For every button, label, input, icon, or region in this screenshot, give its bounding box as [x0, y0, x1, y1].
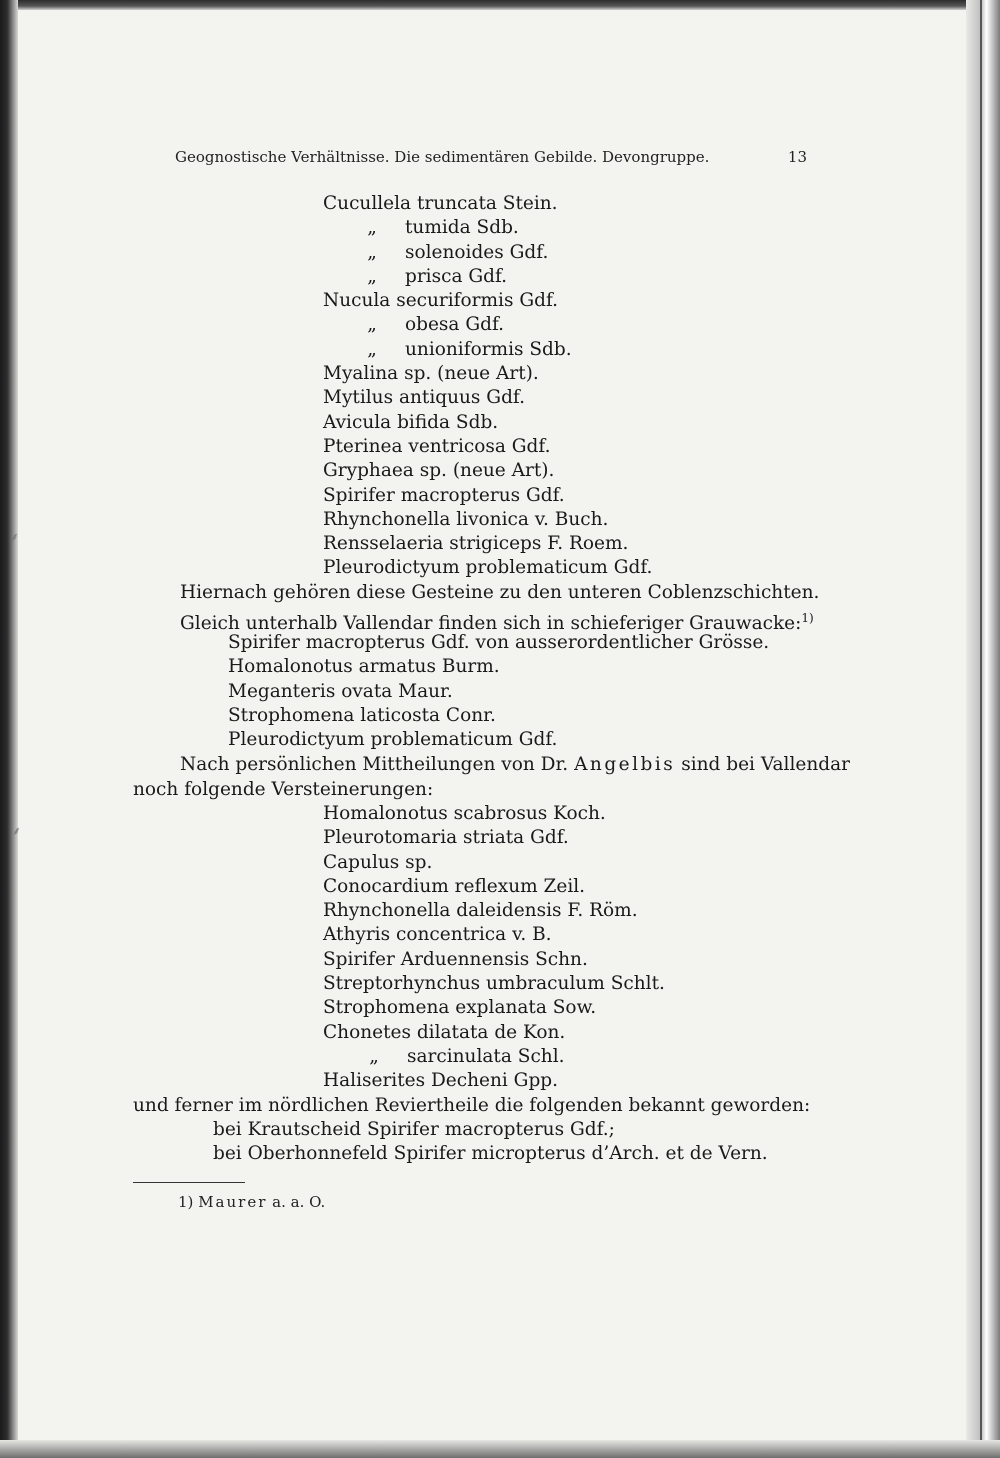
list-item: Pleurodictyum problematicum Gdf.	[228, 729, 558, 751]
list-item-text: Rensselaeria strigiceps F. Roem.	[323, 533, 629, 555]
list-item	[323, 362, 652, 386]
ditto-mark: „	[367, 265, 377, 287]
list-item-text: obesa Gdf.	[405, 314, 505, 336]
list-item-text: sarcinulata Schl.	[407, 1045, 565, 1067]
list-item	[323, 972, 665, 996]
paragraph-text: Gleich unterhalb Vallendar finden sich in schieferiger Grauwacke:	[180, 613, 802, 634]
list-item: bei Oberhonnefeld Spirifer micropterus d’Arch. et de Vern.	[213, 1143, 768, 1165]
list-item	[323, 192, 652, 216]
list-item-text: Cucullela truncata Stein.	[323, 193, 558, 214]
running-title: Geognostische Verhältnisse. Die sedimentären Gebilde. Devongruppe.	[175, 148, 710, 166]
list-item-text: Conocardium reflexum Zeil.	[323, 875, 586, 897]
list-item	[323, 338, 652, 362]
ditto-mark: „	[367, 217, 377, 239]
list-item	[323, 411, 652, 435]
ditto-mark: „	[369, 1045, 379, 1067]
paragraph-text: Nach persönlichen Mittheilungen von Dr.	[180, 754, 569, 775]
scan-right-edge	[966, 0, 1000, 1458]
list-item	[323, 802, 665, 826]
footnote-marker: 1)	[178, 1193, 194, 1211]
list-item-text: prisca Gdf.	[405, 265, 508, 287]
list-item	[323, 313, 652, 337]
list-item	[323, 851, 665, 875]
list-item-text: Homalonotus scabrosus Koch.	[323, 803, 606, 824]
list-item-text: Pterinea ventricosa Gdf.	[323, 435, 551, 457]
margin-mark: ⸙	[12, 824, 22, 838]
list-item: Homalonotus armatus Burm.	[228, 656, 500, 678]
list-item	[323, 435, 652, 459]
list-item-text: Rhynchonella livonica v. Buch.	[323, 508, 609, 530]
list-item	[323, 484, 652, 508]
list-item	[323, 532, 652, 556]
list-item-text: Myalina sp. (neue Art).	[323, 363, 539, 385]
list-item	[323, 265, 652, 289]
list-item	[323, 1045, 665, 1069]
list-item-text: solenoides Gdf.	[405, 241, 549, 263]
species-list-3	[323, 802, 665, 1094]
footnote-author: Maurer	[198, 1193, 268, 1211]
list-item-text: Avicula bifida Sdb.	[323, 411, 499, 433]
margin-mark: ⸙	[10, 530, 20, 544]
list-item-text: Haliserites Decheni Gpp.	[323, 1070, 559, 1092]
list-item-text: Pleurodictyum problematicum Gdf.	[323, 557, 653, 579]
paragraph: und ferner im nördlichen Reviertheile die folgenden bekannt geworden:	[133, 1095, 811, 1116]
footnote	[178, 1193, 325, 1211]
list-item-text: Spirifer macropterus Gdf.	[323, 484, 565, 506]
footnote-rule	[133, 1182, 245, 1183]
species-list-2	[228, 631, 769, 752]
list-item	[323, 459, 652, 483]
list-item	[323, 556, 652, 580]
paragraph: Hiernach gehören diese Gesteine zu den unteren Coblenzschichten.	[180, 582, 820, 603]
list-item	[323, 899, 665, 923]
scan-top-edge	[0, 0, 1000, 10]
list-item-text: tumida Sdb.	[405, 217, 519, 239]
ditto-mark: „	[367, 314, 377, 336]
page-number: 13	[787, 148, 807, 166]
list-item-text: Capulus sp.	[323, 851, 433, 873]
list-item	[323, 1021, 665, 1045]
list-item-text: Rhynchonella daleidensis F. Röm.	[323, 900, 638, 922]
list-item-text: Nucula securiformis Gdf.	[323, 290, 559, 312]
species-list-1	[323, 192, 652, 581]
ditto-mark: „	[367, 338, 377, 360]
person-name: Angelbis	[574, 754, 676, 775]
list-item-text: Strophomena explanata Sow.	[323, 997, 597, 1019]
list-item	[323, 1069, 665, 1093]
list-item-text: unioniformis Sdb.	[405, 338, 572, 360]
list-item	[323, 216, 652, 240]
list-item-text: Chonetes dilatata de Kon.	[323, 1021, 566, 1043]
list-item: bei Krautscheid Spirifer macropterus Gdf.;	[213, 1119, 615, 1140]
list-item	[323, 826, 665, 850]
list-item	[323, 289, 652, 313]
list-item: Meganteris ovata Maur.	[228, 680, 453, 702]
scan-left-edge	[0, 0, 18, 1458]
list-item-text: Streptorhynchus umbraculum Schlt.	[323, 973, 665, 995]
list-item	[323, 996, 665, 1020]
paragraph-text: sind bei Vallendar	[681, 754, 850, 775]
list-item: Strophomena laticosta Conr.	[228, 704, 496, 726]
list-item-text: Pleurotomaria striata Gdf.	[323, 827, 569, 849]
list-item: Spirifer macropterus Gdf. von ausserordentlicher Grösse.	[228, 632, 770, 653]
locality-list	[213, 1118, 768, 1167]
paragraph	[180, 753, 850, 777]
footnote-ref: 1)	[801, 611, 814, 625]
paragraph-line: noch folgende Versteinerungen:	[133, 779, 434, 800]
list-item-text: Spirifer Arduennensis Schn.	[323, 948, 588, 970]
scan-bottom-edge	[0, 1440, 1000, 1458]
list-item-text: Gryphaea sp. (neue Art).	[323, 460, 555, 482]
list-item	[323, 875, 665, 899]
footnote-reference: a. a. O.	[272, 1193, 326, 1211]
list-item	[323, 386, 652, 410]
list-item	[323, 241, 652, 265]
list-item-text: Mytilus antiquus Gdf.	[323, 387, 525, 409]
ditto-mark: „	[367, 241, 377, 263]
list-item	[323, 923, 665, 947]
list-item	[323, 948, 665, 972]
list-item	[323, 508, 652, 532]
list-item-text: Athyris concentrica v. B.	[323, 924, 552, 946]
